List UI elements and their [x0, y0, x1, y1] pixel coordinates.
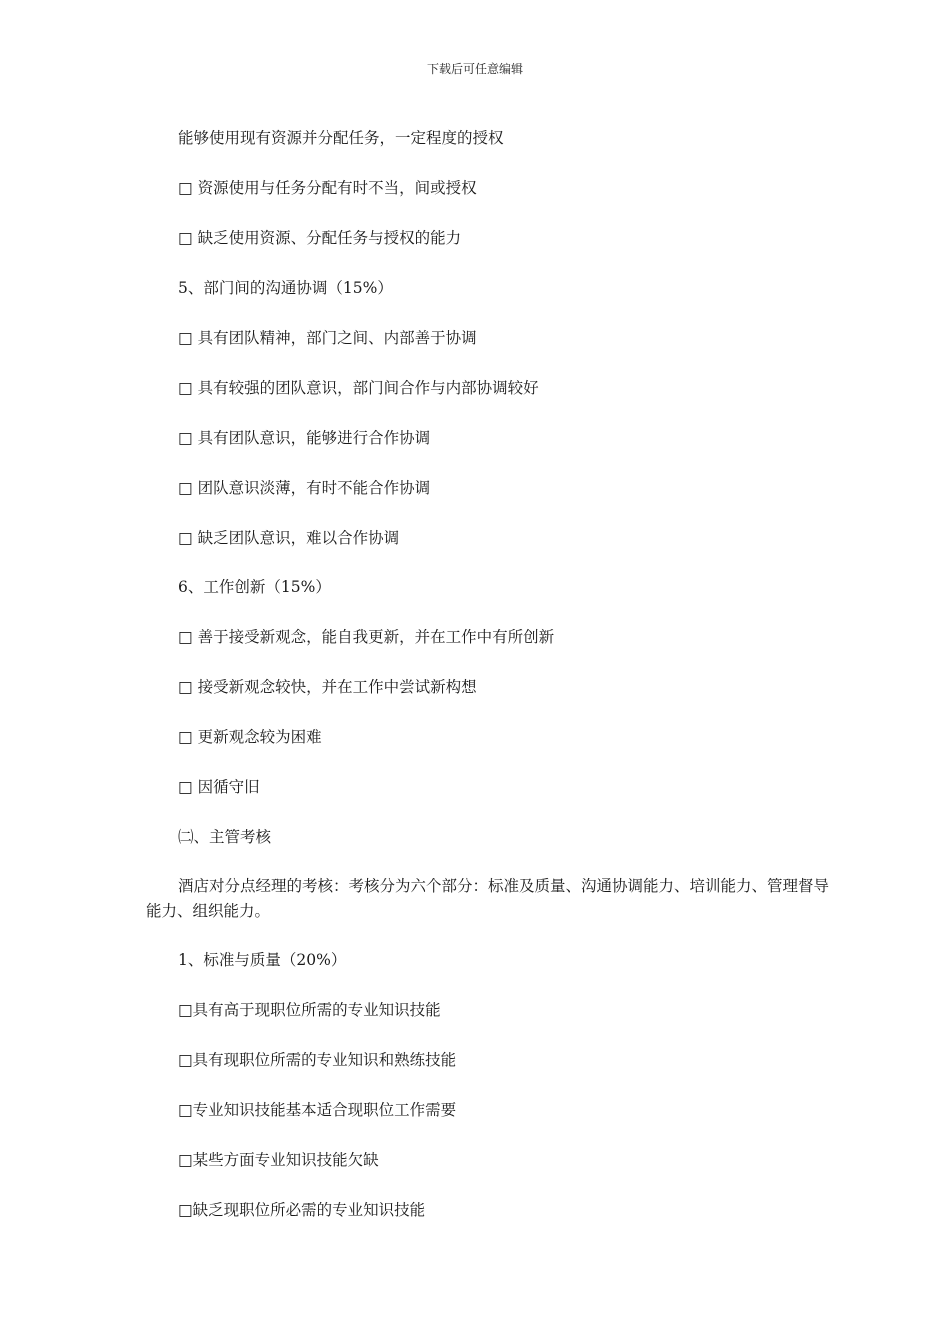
body-paragraph: 酒店对分点经理的考核：考核分为六个部分：标准及质量、沟通协调能力、培训能力、管理督导能力、组织能力。: [146, 877, 830, 920]
checkbox-option: □ 具有团队精神，部门之间、内部善于协调: [178, 329, 477, 347]
checkbox-option: □ 善于接受新观念，能自我更新，并在工作中有所创新: [178, 628, 555, 646]
section-heading: 5、部门间的沟通协调（15%）: [178, 279, 393, 297]
checkbox-option: □ 缺乏团队意识，难以合作协调: [178, 529, 400, 547]
checkbox-option: □具有高于现职位所需的专业知识技能: [178, 1001, 441, 1019]
checkbox-option: □ 缺乏使用资源、分配任务与授权的能力: [178, 229, 462, 247]
checkbox-option: □ 具有较强的团队意识，部门间合作与内部协调较好: [178, 379, 539, 397]
checkbox-option: □专业知识技能基本适合现职位工作需要: [178, 1101, 457, 1119]
checkbox-option: □ 团队意识淡薄，有时不能合作协调: [178, 479, 431, 497]
checkbox-option: □ 接受新观念较快，并在工作中尝试新构想: [178, 678, 477, 696]
checkbox-option: □ 更新观念较为困难: [178, 728, 322, 746]
checkbox-option: □缺乏现职位所必需的专业知识技能: [178, 1201, 426, 1219]
checkbox-option: □某些方面专业知识技能欠缺: [178, 1151, 379, 1169]
checkbox-option: □ 因循守旧: [178, 778, 260, 796]
text-line: 能够使用现有资源并分配任务，一定程度的授权: [178, 129, 504, 147]
checkbox-option: □ 具有团队意识，能够进行合作协调: [178, 429, 431, 447]
checkbox-option: □ 资源使用与任务分配有时不当，间或授权: [178, 179, 477, 197]
checkbox-option: □具有现职位所需的专业知识和熟练技能: [178, 1051, 457, 1069]
section-heading: 1、标准与质量（20%）: [178, 951, 347, 969]
section-heading: ㈡、主管考核: [178, 828, 272, 846]
section-heading: 6、工作创新（15%）: [178, 578, 331, 596]
page-header: 下载后可任意编辑: [426, 62, 523, 76]
